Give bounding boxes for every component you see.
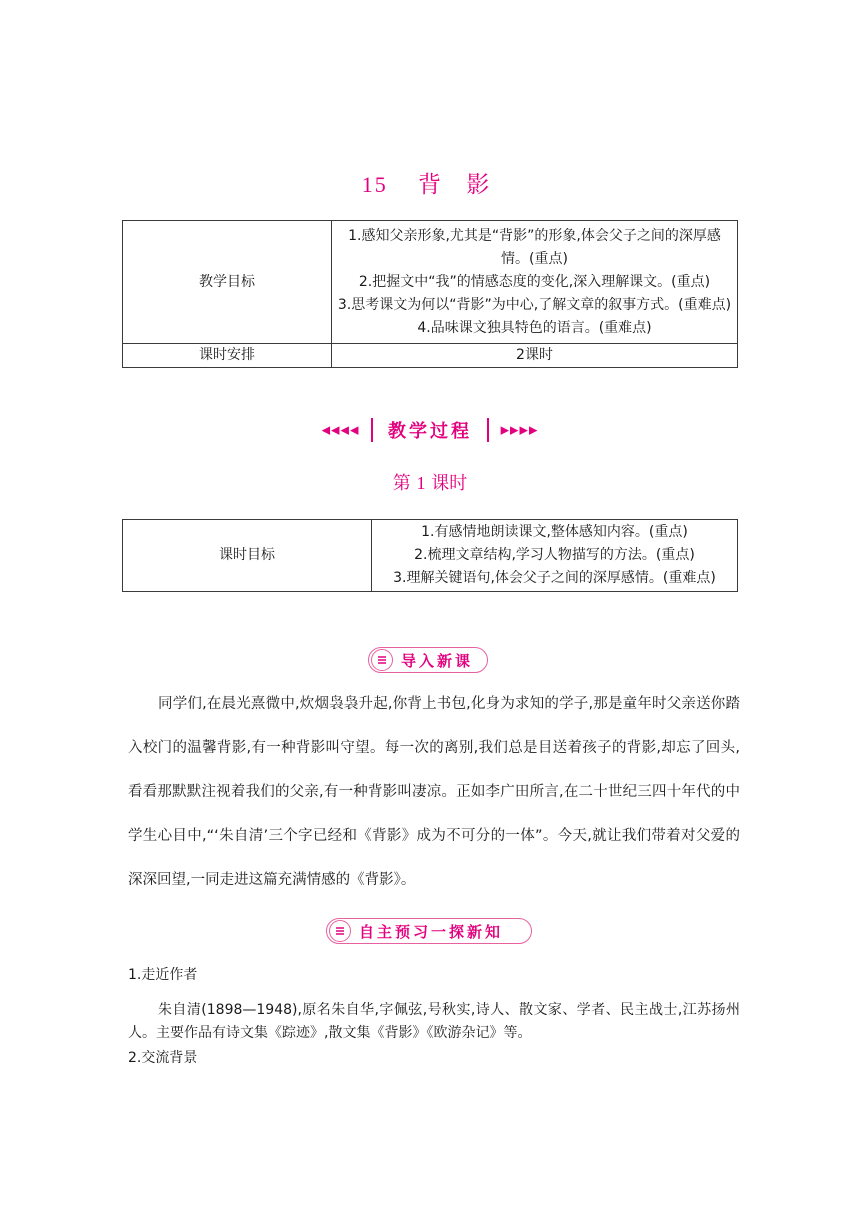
section-banner — [0, 417, 860, 443]
teaching-goals-label: 教学目标 — [123, 221, 332, 344]
goal-item: 3.理解关键语句,体会父子之间的深厚感情。(重难点) — [393, 570, 716, 586]
schedule-label: 课时安排 — [123, 344, 332, 368]
intro-paragraph: 同学们,在晨光熹微中,炊烟袅袅升起,你背上书包,化身为求知的学子,那是童年时父亲送你踏入校门的温馨背影,有一种背影叫守望。每一次的离别,我们总是目送着孩子的背影,却忘了回头,看看那默默注视着我们的父亲,有一种背影叫凄凉。正如李广田所言,在二十世纪三四十年代的中学生心目中,“‘朱自清’三个字已经和《背影》成为不可分的一体”。今天,就让我们带着对父爱的深深回望,一同走进这篇充满情感的《背影》。 — [128, 696, 740, 888]
background-heading: 2.交流背景 — [128, 1050, 198, 1066]
goal-item: 3.思考课文为何以“背影”为中心,了解文章的叙事方式。(重难点) — [337, 297, 732, 313]
session-prefix: 第 — [392, 473, 411, 494]
author-paragraph: 朱自清(1898—1948),原名朱自华,字佩弦,号秋实,诗人、散文家、学者、民主战士,江苏扬州人。主要作品有诗文集《踪迹》,散文集《背影》《欧游杂记》等。 — [128, 1002, 740, 1041]
table-row — [123, 221, 738, 344]
session-goals-table — [122, 519, 738, 592]
author-heading: 1.走近作者 — [128, 967, 198, 983]
lesson-number: 15 — [361, 172, 388, 197]
teaching-goals-table — [122, 220, 738, 368]
right-arrows-icon: ▶▶▶▶ — [500, 423, 539, 437]
section-banner-text: 教学过程 — [388, 421, 472, 442]
goal-item: 1.感知父亲形象,尤其是“背影”的形象,体会父子之间的深厚感情。(重点) — [348, 228, 721, 267]
intro-header-text: 导入新课 — [401, 651, 474, 670]
lesson-title-heading — [0, 166, 860, 199]
intro-section-header — [368, 647, 488, 673]
preview-section-header — [326, 918, 532, 944]
preview-header-text: 自主预习一探新知 — [359, 922, 504, 941]
book-stack-icon — [371, 649, 393, 671]
book-stack-icon — [329, 920, 351, 942]
schedule-value: 2课时 — [332, 344, 738, 368]
goal-item: 4.品味课文独具特色的语言。(重难点) — [417, 320, 652, 336]
session-title — [0, 469, 860, 495]
title-char-1: 背 — [418, 172, 443, 198]
session-suffix: 课时 — [431, 473, 468, 494]
session-goals-label: 课时目标 — [123, 520, 372, 592]
left-arrows-icon: ◀◀◀◀ — [321, 423, 360, 437]
table-row — [123, 344, 738, 368]
session-number: 1 — [416, 473, 426, 493]
table-row — [123, 520, 738, 592]
goal-item: 2.梳理文章结构,学习人物描写的方法。(重点) — [414, 547, 695, 563]
goal-item: 2.把握文中“我”的情感态度的变化,深入理解课文。(重点) — [358, 274, 711, 290]
divider — [371, 418, 373, 442]
session-goals-cell — [372, 520, 738, 592]
divider — [487, 418, 489, 442]
teaching-goals-cell — [332, 221, 738, 344]
title-char-2: 影 — [466, 172, 492, 198]
goal-item: 1.有感情地朗读课文,整体感知内容。(重点) — [421, 524, 688, 540]
